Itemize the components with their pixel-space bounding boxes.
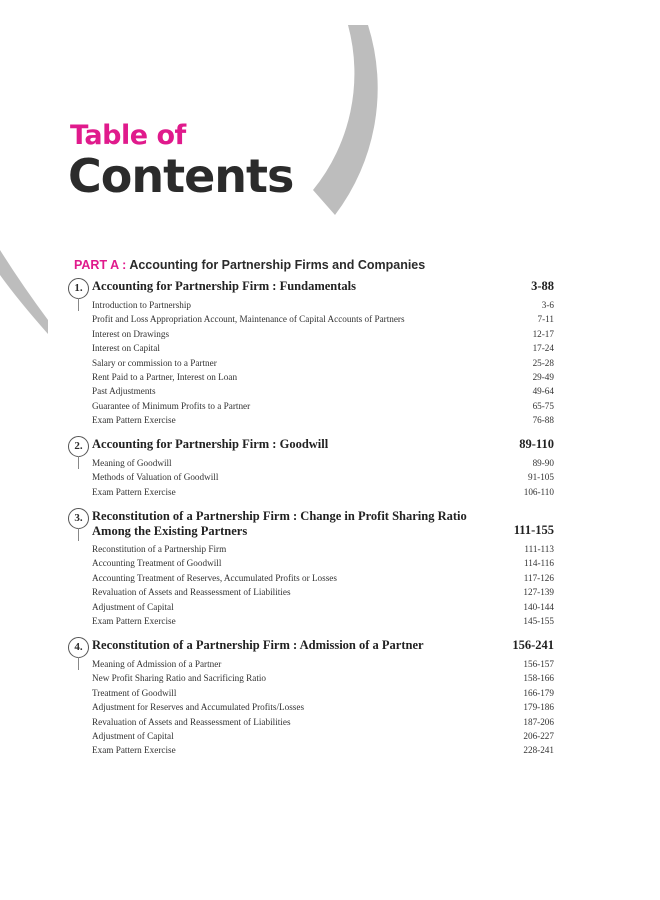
- toc-entry-pages: 91-105: [527, 472, 554, 483]
- part-text: Accounting for Partnership Firms and Companies: [129, 258, 426, 272]
- chapter-1: [68, 278, 554, 428]
- toc-entry[interactable]: [68, 542, 554, 556]
- toc-entry-pages: 89-90: [532, 458, 554, 468]
- toc-entry-pages: 145-155: [523, 615, 554, 626]
- page-title-line1: Table of: [70, 120, 186, 151]
- toc-entry-title: Exam Pattern Exercise: [92, 486, 176, 497]
- toc-entry[interactable]: [68, 384, 554, 398]
- toc-entry[interactable]: [68, 298, 554, 312]
- toc-entry-pages: 49-64: [532, 386, 554, 397]
- toc-entry-title: Guarantee of Minimum Profits to a Partner: [92, 400, 251, 411]
- toc-entry[interactable]: [68, 585, 554, 599]
- toc-entry[interactable]: [68, 456, 554, 470]
- toc-entry-title: Exam Pattern Exercise: [92, 745, 176, 756]
- toc-entry-pages: 7-11: [537, 314, 554, 325]
- toc-entry-title: Rent Paid to a Partner, Interest on Loan: [92, 371, 238, 382]
- toc-entry[interactable]: [68, 614, 554, 628]
- chapter-number-badge: 3.: [68, 508, 89, 529]
- toc-entry-pages: 65-75: [532, 400, 554, 411]
- chapter-3: [68, 508, 554, 628]
- toc-entry-title: Past Adjustments: [92, 386, 156, 397]
- toc-entry[interactable]: [68, 571, 554, 585]
- toc-entry-pages: 17-24: [532, 343, 554, 354]
- chapter-title[interactable]: Accounting for Partnership Firm : Goodwill: [92, 437, 329, 451]
- toc-entry[interactable]: [68, 485, 554, 499]
- toc-entry-pages: 3-6: [541, 300, 554, 310]
- toc-entry-pages: 106-110: [523, 486, 554, 497]
- toc-entry[interactable]: [68, 729, 554, 743]
- toc-entry-title: Meaning of Goodwill: [92, 458, 172, 468]
- toc-entry-title: Methods of Valuation of Goodwill: [92, 472, 219, 483]
- toc-entry-pages: 166-179: [523, 687, 554, 698]
- toc-entry[interactable]: [68, 743, 554, 757]
- toc-entry-title: Accounting Treatment of Reserves, Accumulated Profits or Losses: [92, 572, 337, 583]
- toc-entry-title: Exam Pattern Exercise: [92, 415, 176, 426]
- page-title-line2: Contents: [68, 149, 294, 203]
- toc-entry[interactable]: [68, 686, 554, 700]
- topic-list: [68, 456, 554, 499]
- chapter-number-badge: 2.: [68, 436, 89, 457]
- toc-entry-pages: 114-116: [524, 558, 554, 569]
- chapter-pages: 156-241: [512, 638, 554, 652]
- chapter-2: [68, 436, 554, 499]
- chapter-pages: 111-155: [513, 523, 554, 537]
- toc-entry-title: Salary or commission to a Partner: [92, 357, 217, 368]
- toc-entry[interactable]: [68, 470, 554, 484]
- toc-entry-title: Adjustment for Reserves and Accumulated Profits/Losses: [92, 702, 305, 713]
- toc-entry[interactable]: [68, 671, 554, 685]
- toc-entry[interactable]: [68, 399, 554, 413]
- chapter-header: [68, 508, 554, 542]
- toc-entry[interactable]: [68, 312, 554, 326]
- chapter-header: [68, 278, 554, 298]
- toc-entry-title: New Profit Sharing Ratio and Sacrificing Ratio: [92, 673, 267, 684]
- toc-entry-pages: 29-49: [532, 371, 554, 382]
- toc-entry-pages: 179-186: [523, 702, 554, 713]
- toc-entry[interactable]: [68, 715, 554, 729]
- toc-entry-pages: 127-139: [523, 587, 554, 598]
- toc-entry[interactable]: [68, 341, 554, 355]
- toc-entry-pages: 206-227: [523, 730, 554, 741]
- toc-entry-title: Adjustment of Capital: [92, 601, 174, 612]
- chapter-title[interactable]: Accounting for Partnership Firm : Fundamentals: [92, 279, 356, 293]
- topic-list: [68, 657, 554, 758]
- toc-entry-pages: 187-206: [523, 716, 554, 727]
- toc-entry[interactable]: [68, 657, 554, 671]
- toc-entry[interactable]: [68, 327, 554, 341]
- toc-entry-title: Introduction to Partnership: [92, 300, 192, 310]
- toc-entry-pages: 117-126: [523, 572, 554, 583]
- toc-entry-title: Adjustment of Capital: [92, 730, 174, 741]
- toc-entry[interactable]: [68, 556, 554, 570]
- toc-entry-pages: 156-157: [523, 659, 554, 669]
- toc-entry-title: Revaluation of Assets and Reassessment of Liabilities: [92, 587, 291, 598]
- chapter-number-badge: 4.: [68, 637, 89, 658]
- toc-entry-pages: 12-17: [532, 328, 554, 339]
- toc-entry-pages: 140-144: [523, 601, 554, 612]
- topic-list: [68, 542, 554, 628]
- toc-entry-title: Exam Pattern Exercise: [92, 615, 176, 626]
- toc-entry[interactable]: [68, 700, 554, 714]
- toc-entry-pages: 158-166: [523, 673, 554, 684]
- toc-entry-title: Interest on Drawings: [92, 328, 170, 339]
- toc-entry[interactable]: [68, 356, 554, 370]
- toc-entry-title: Meaning of Admission of a Partner: [92, 659, 222, 669]
- chapter-title[interactable]: Reconstitution of a Partnership Firm : Admission of a Partner: [92, 638, 424, 652]
- chapter-connector-line: [78, 528, 79, 541]
- part-label: PART A :: [74, 258, 127, 272]
- chapter-title[interactable]: Reconstitution of a Partnership Firm : Change in Profit Sharing Ratio Among the Existing Partners: [92, 509, 467, 538]
- toc-entry-title: Interest on Capital: [92, 343, 160, 354]
- chapter-number-badge: 1.: [68, 278, 89, 299]
- chapter-4: [68, 637, 554, 758]
- chapter-pages: 3-88: [531, 279, 554, 293]
- chapter-header: [68, 637, 554, 657]
- part-heading: [74, 258, 425, 272]
- toc-entry[interactable]: [68, 413, 554, 427]
- toc-entry-title: Treatment of Goodwill: [92, 687, 177, 698]
- toc-entry-title: Revaluation of Assets and Reassessment of Liabilities: [92, 716, 291, 727]
- toc-entry-pages: 111-113: [524, 544, 554, 554]
- toc-entry-pages: 76-88: [532, 415, 554, 426]
- toc-entry[interactable]: [68, 600, 554, 614]
- chapter-header: [68, 436, 554, 456]
- topic-list: [68, 298, 554, 428]
- toc-entry-title: Accounting Treatment of Goodwill: [92, 558, 222, 569]
- chapter-pages: 89-110: [519, 437, 554, 451]
- toc-entry-title: Reconstitution of a Partnership Firm: [92, 544, 227, 554]
- toc-entry-pages: 25-28: [532, 357, 554, 368]
- toc-entry[interactable]: [68, 370, 554, 384]
- toc-entry-pages: 228-241: [523, 745, 554, 756]
- toc-entry-title: Profit and Loss Appropriation Account, Maintenance of Capital Accounts of Partners: [92, 314, 405, 325]
